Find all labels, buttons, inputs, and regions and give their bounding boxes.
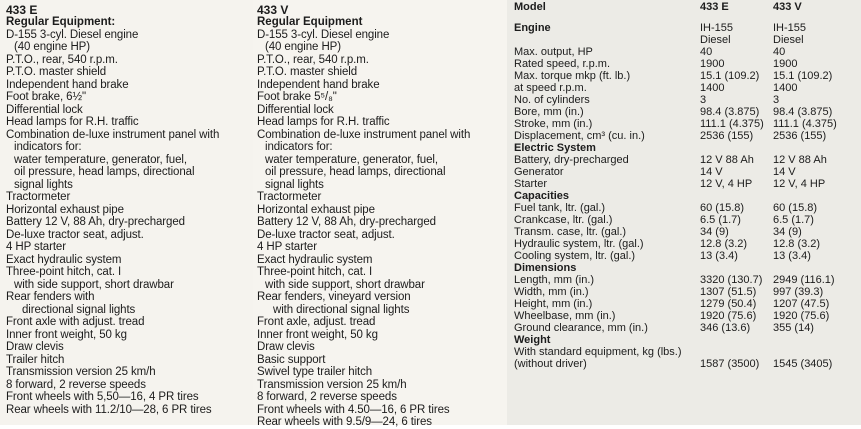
spec-label: (without driver) [514,358,587,370]
spec-section-row [507,262,861,274]
equipment-line: (40 engine HP) [14,41,90,53]
spec-value-433v: IH-155 [773,22,807,34]
equipment-line: Three-point hitch, cat. I [257,266,373,278]
equipment-line: P.T.O., rear, 540 r.p.m. [257,53,369,66]
equipment-line: Differential lock [257,103,334,116]
equipment-line: Draw clevis [257,341,315,353]
spec-row [507,34,861,46]
equipment-line: 4 HP starter [257,241,317,253]
equipment-line: with side support, short drawbar [14,278,174,291]
spec-label: Weight [514,334,551,346]
spec-label: No. of cylinders [514,94,590,106]
spec-row [507,238,861,250]
spec-label: Length, mm (in.) [514,274,595,286]
spec-row [507,178,861,190]
spec-value-433v: 12 V 88 Ah [773,154,827,166]
spec-label: Capacities [514,190,570,202]
equipment-line: Front axle, adjust. tread [257,316,376,328]
spec-value-433v: 34 (9) [773,226,802,238]
spec-value-433v: 15.1 (109.2) [773,70,833,82]
spec-label: Bore, mm (in.) [514,106,584,118]
spec-row [507,298,861,310]
spec-label: Displacement, cm³ (cu. in.) [514,130,645,142]
spec-value-433e: 1900 [700,58,725,70]
spec-value-433e: 1587 (3500) [700,358,760,370]
spec-label: Dimensions [514,262,577,274]
equipment-line: Exact hydraulic system [257,253,373,266]
model-header-433v: 433 V [773,1,802,13]
model-header-433e: 433 E [700,1,729,13]
spec-label: Engine [514,22,551,34]
equipment-line: Front wheels with 5,50—16, 4 PR tires [6,391,199,403]
spec-row [507,286,861,298]
spec-gap [507,14,861,22]
spec-value-433v: 14 V [773,166,796,178]
spec-row [507,106,861,118]
equipment-heading-433v: Regular Equipment [257,16,363,28]
spec-label: Ground clearance, mm (in.) [514,322,648,334]
specifications-panel [507,0,861,425]
equipment-line: water temperature, generator, fuel, [265,153,438,166]
spec-value-433e: 12 V 88 Ah [700,154,754,166]
spec-row [507,118,861,130]
spec-label: Transm. case, ltr. (gal.) [514,226,627,238]
spec-row [507,274,861,286]
spec-value-433v: 40 [773,46,786,58]
spec-row [507,82,861,94]
equipment-line: Combination de-luxe instrument panel with [6,128,220,141]
spec-value-433e: 1920 (75.6) [700,310,757,322]
spec-value-433e: 40 [700,46,713,58]
equipment-line: Differential lock [6,103,83,116]
spec-label: Max. torque mkp (ft. lb.) [514,70,631,82]
equipment-line: Horizontal exhaust pipe [6,203,124,216]
spec-row [507,358,861,370]
equipment-line: signal lights [265,178,324,191]
spec-label: With standard equipment, kg (lbs.) [514,346,682,358]
spec-value-433v: 1545 (3405) [773,358,833,370]
spec-row [507,46,861,58]
equipment-line: P.T.O., rear, 540 r.p.m. [6,53,118,66]
spec-value-433e: 111.1 (4.375) [700,118,764,130]
spec-value-433e: Diesel [700,34,731,46]
spec-label: at speed r.p.m. [514,82,587,94]
equipment-line: directional signal lights [22,303,136,316]
model-header-label: Model [514,1,546,13]
equipment-line: oil pressure, head lamps, directional [265,166,446,178]
spec-value-433v: 2536 (155) [773,130,827,142]
spec-value-433v: 12 V, 4 HP [773,178,826,190]
equipment-line: D-155 3-cyl. Diesel engine [257,28,390,41]
equipment-line: oil pressure, head lamps, directional [14,166,195,178]
column-433v-equipment [253,0,507,428]
spec-row [507,214,861,226]
equipment-line: Rear wheels with 11.2/10—28, 6 PR tires [6,403,212,416]
spec-value-433v: 60 (15.8) [773,202,818,214]
spec-row [507,70,861,82]
equipment-line: Basic support [257,353,326,366]
spec-value-433v: 6.5 (1.7) [773,214,814,226]
equipment-line: 4 HP starter [6,241,66,253]
spec-label: Rated speed, r.p.m. [514,58,610,70]
equipment-line: Head lamps for R.H. traffic [257,116,390,128]
spec-value-433e: 1307 (51.5) [700,286,757,298]
spec-row [507,310,861,322]
spec-value-433e: 12 V, 4 HP [700,178,753,190]
spec-value-433e: 98.4 (3.875) [700,106,760,118]
spec-value-433e: IH-155 [700,22,734,34]
equipment-line: Transmission version 25 km/h [6,366,156,378]
spec-value-433v: 1900 [773,58,798,70]
spec-value-433v: 111.1 (4.375) [773,118,837,130]
spec-label: Electric System [514,142,596,154]
spec-value-433e: 6.5 (1.7) [700,214,741,226]
model-title-433v: 433 V [257,3,289,17]
spec-label: Wheelbase, mm (in.) [514,310,616,322]
spec-label: Width, mm (in.) [514,286,589,298]
equipment-line: indicators for: [14,141,82,153]
equipment-line: Rear fenders, vineyard version [257,291,411,303]
spec-value-433v: 355 (14) [773,322,814,334]
equipment-line: De-luxe tractor seat, adjust. [6,228,144,241]
spec-value-433v: 1207 (47.5) [773,298,830,310]
equipment-line: with directional signal lights [273,303,410,316]
spec-value-433v: 997 (39.3) [773,286,824,298]
spec-label: Starter [514,178,548,190]
column-433e-equipment [0,0,253,425]
spec-value-433e: 1279 (50.4) [700,298,757,310]
spec-value-433e: 13 (3.4) [700,250,738,262]
spec-rows [507,14,861,370]
spec-value-433v: 12.8 (3.2) [773,238,821,250]
model-title-433e: 433 E [6,3,38,17]
equipment-line: Rear fenders with [6,291,95,303]
equipment-line: Independent hand brake [257,78,380,91]
spec-label: Generator [514,166,564,178]
equipment-heading-433e: Regular Equipment: [6,16,116,28]
equipment-line: P.T.O. master shield [257,66,358,78]
spec-value-433v: 13 (3.4) [773,250,811,262]
spec-value-433v: 1400 [773,82,798,94]
spec-label: Fuel tank, ltr. (gal.) [514,202,606,214]
equipment-line: 8 forward, 2 reverse speeds [6,378,146,391]
spec-label: Height, mm (in.) [514,298,593,310]
spec-section-row [507,22,861,34]
equipment-line: Inner front weight, 50 kg [6,328,127,341]
spec-value-433v: 1920 (75.6) [773,310,830,322]
spec-header-row [507,0,861,14]
spec-label: Hydraulic system, ltr. (gal.) [514,238,644,250]
equipment-line: Battery 12 V, 88 Ah, dry-precharged [6,216,185,228]
equipment-line: Transmission version 25 km/h [257,378,407,391]
equipment-line: Foot brake, 6½" [6,91,86,103]
equipment-line: Trailer hitch [6,353,65,366]
spec-row [507,250,861,262]
spec-value-433v: 3 [773,94,780,106]
spec-value-433e: 346 (13.6) [700,322,751,334]
spec-value-433e: 1400 [700,82,725,94]
equipment-line: signal lights [14,178,73,191]
equipment-line: Draw clevis [6,341,64,353]
equipment-line: water temperature, generator, fuel, [14,153,187,166]
spec-row [507,202,861,214]
equipment-line: Three-point hitch, cat. I [6,266,122,278]
spec-value-433e: 14 V [700,166,723,178]
equipment-line: D-155 3-cyl. Diesel engine [6,28,139,41]
equipment-list-433e [6,29,253,417]
equipment-line: Tractormeter [257,191,322,203]
equipment-line: Foot brake 5⁵/₈" [257,91,337,103]
spec-value-433v: 2949 (116.1) [773,274,835,286]
specifications-table [507,0,861,370]
spec-row [507,94,861,106]
equipment-line: Rear wheels with 9.5/9—24, 6 tires [257,416,432,428]
spec-label: Stroke, mm (in.) [514,118,593,130]
spec-row [507,154,861,166]
spec-value-433e: 34 (9) [700,226,729,238]
spec-label: Cooling system, ltr. (gal.) [514,250,636,262]
spec-row [507,130,861,142]
spec-value-433e: 60 (15.8) [700,202,745,214]
equipment-line: Head lamps for R.H. traffic [6,116,139,128]
spec-label: Battery, dry-precharged [514,154,629,166]
spec-label: Crankcase, ltr. (gal.) [514,214,613,226]
equipment-line: Tractormeter [6,191,71,203]
spec-value-433e: 12.8 (3.2) [700,238,748,250]
equipment-line: with side support, short drawbar [265,278,425,291]
equipment-line: indicators for: [265,141,333,153]
equipment-line: Battery 12 V, 88 Ah, dry-precharged [257,216,436,228]
spec-value-433e: 15.1 (109.2) [700,70,760,82]
equipment-line: Front axle with adjust. tread [6,316,145,328]
spec-section-row [507,334,861,346]
equipment-list-433v [257,29,507,429]
spec-row [507,346,861,358]
equipment-line: Horizontal exhaust pipe [257,203,375,216]
equipment-line: De-luxe tractor seat, adjust. [257,228,395,241]
spec-value-433e: 2536 (155) [700,130,754,142]
spec-section-row [507,190,861,202]
equipment-line: (40 engine HP) [265,41,341,53]
spec-value-433v: Diesel [773,34,804,46]
spec-value-433e: 3 [700,94,707,106]
spec-row [507,58,861,70]
spec-value-433v: 98.4 (3.875) [773,106,833,118]
spec-value-433e: 3320 (130.7) [700,274,763,286]
equipment-line: Swivel type trailer hitch [257,366,373,378]
equipment-line: Front wheels with 4.50—16, 6 PR tires [257,403,450,416]
equipment-line: Independent hand brake [6,78,129,91]
spec-section-row [507,142,861,154]
equipment-line: Combination de-luxe instrument panel with [257,128,471,141]
equipment-line: P.T.O. master shield [6,66,107,78]
equipment-line: 8 forward, 2 reverse speeds [257,391,397,403]
spec-row [507,226,861,238]
spec-label: Max. output, HP [514,46,593,58]
spec-row [507,166,861,178]
spec-row [507,322,861,334]
equipment-line: Inner front weight, 50 kg [257,328,378,341]
equipment-line: Exact hydraulic system [6,253,122,266]
